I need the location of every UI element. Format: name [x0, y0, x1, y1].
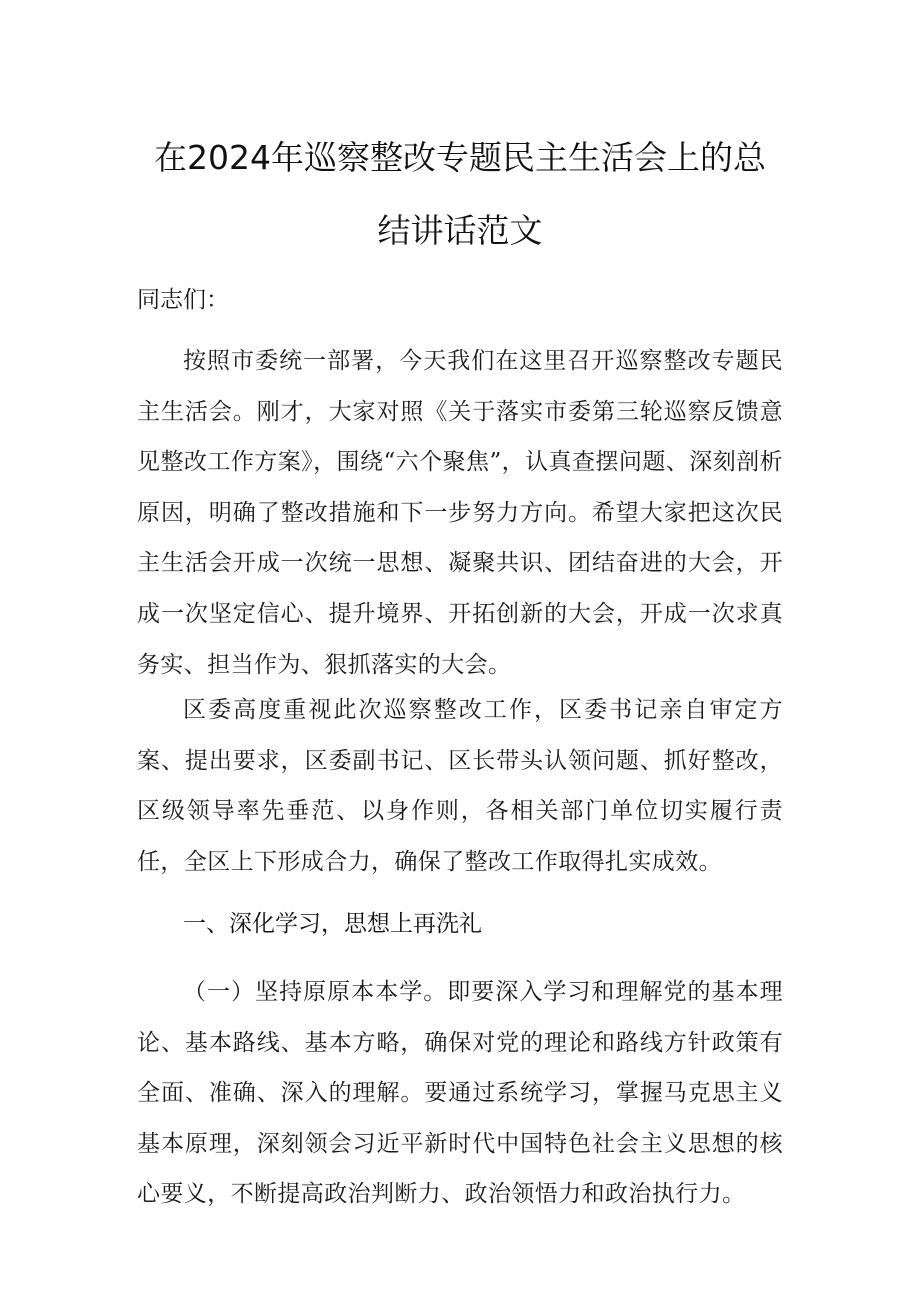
body-paragraph-2: 区委高度重视此次巡察整改工作，区委书记亲自审定方案、提出要求，区委副书记、区长带头认领问题、抓好整改，区级领导率先垂范、以身作则，各相关部门单位切实履行责任，全区上下形成合力，确保了整改工作取得扎实成效。	[137, 697, 783, 875]
document-title-line-2: 结讲话范文	[377, 211, 543, 250]
salutation: 同志们：	[137, 287, 229, 313]
subsection-paragraph: （一）坚持原原本本学。即要深入学习和理解党的基本理论、基本路线、基本方略，确保对党的理论和路线方针政策有全面、准确、深入的理解。要通过系统学习，掌握马克思主义基本原理，深刻领会习近平新时代中国特色社会主义思想的核心要义，不断提高政治判断力、政治领悟力和政治执行力。	[137, 979, 783, 1208]
body-paragraph-1: 按照市委统一部署，今天我们在这里召开巡察整改专题民主生活会。刚才，大家对照《关于落实市委第三轮巡察反馈意见整改工作方案》，围绕“六个聚焦”，认真查摆问题、深刻剖析原因，明确了整改措施和下一步努力方向。希望大家把这次民主生活会开成一次统一思想、凝聚共识、团结奋进的大会，开成一次坚定信心、提升境界、开拓创新的大会，开成一次求真务实、担当作为、狠抓落实的大会。	[137, 348, 783, 678]
section-heading: 一、深化学习，思想上再洗礼	[183, 911, 482, 937]
document-title-line-1: 在2024年巡察整改专题民主生活会上的总	[154, 138, 766, 177]
